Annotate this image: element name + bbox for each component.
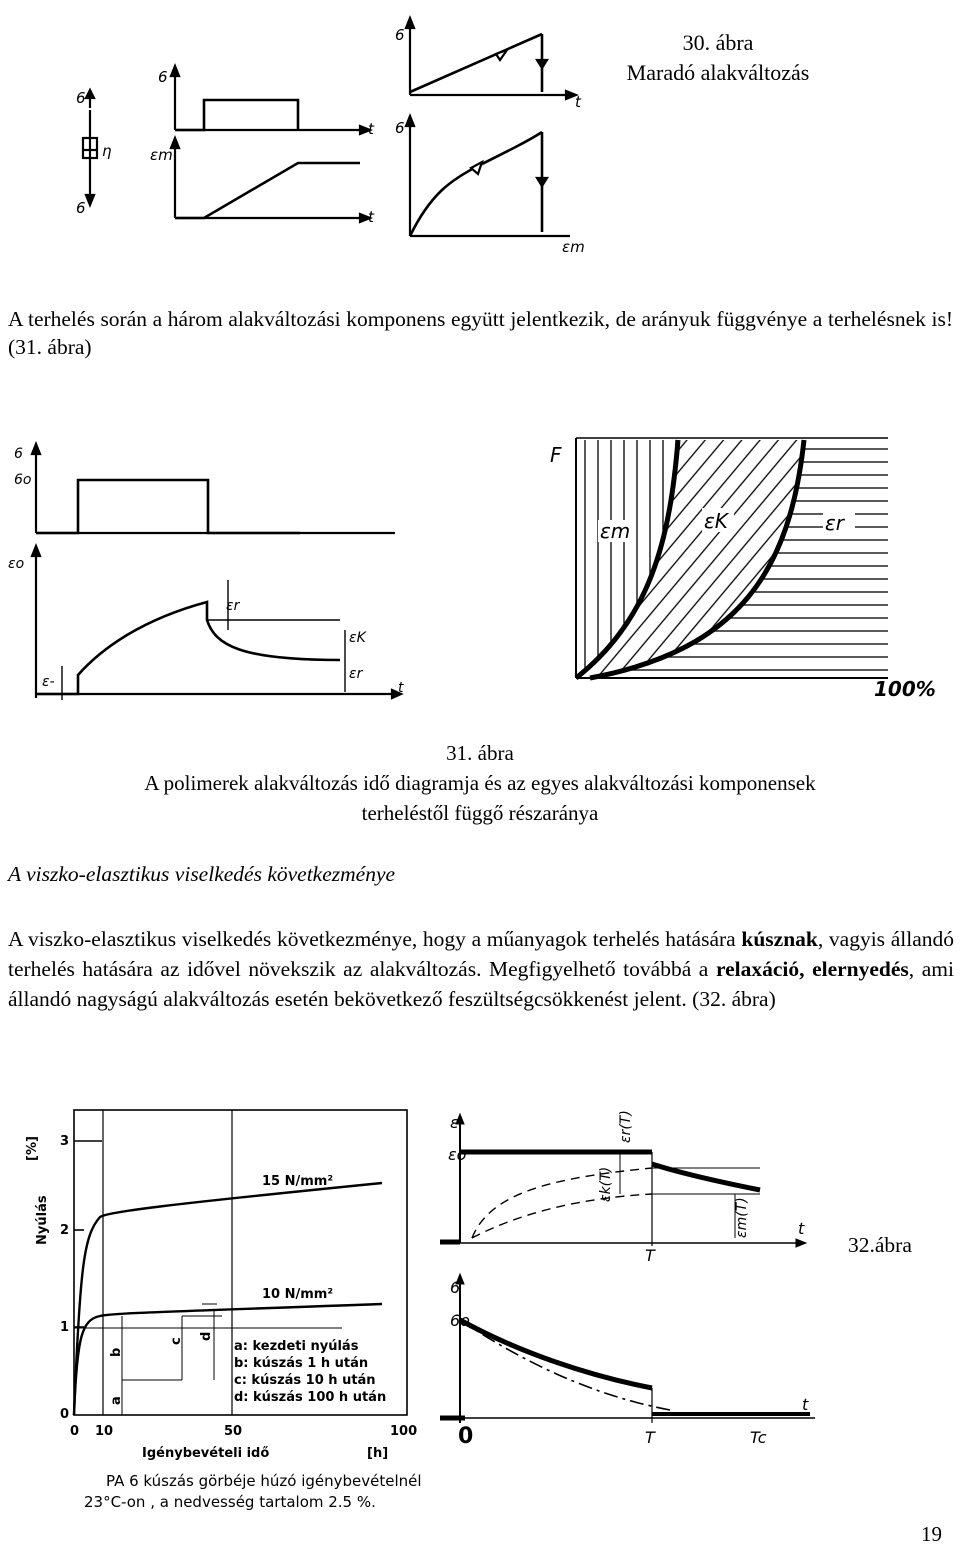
paragraph-2-part3: , ami állandó nagyságú alakváltozás esetén bekövetkező feszültségcsökkenést jelent. (32. ábra) xyxy=(8,957,954,1011)
fig32-Tc-label: Tc xyxy=(750,1428,767,1447)
paragraph-2-part1: A viszko-elasztikus viselkedés következménye, hogy a műanyagok terhelés hatására xyxy=(8,927,742,951)
fig32-sigma-label: 6 xyxy=(450,1278,461,1297)
creep-note-2: 23°C-on , a nedvesség tartalom 2.5 %. xyxy=(84,1493,376,1510)
fig31-F-label: F xyxy=(550,443,562,467)
fig31-t-label: t xyxy=(398,680,404,696)
fig31-sigma-label: 6 xyxy=(14,446,23,462)
fig31-percent-label: 100% xyxy=(874,677,936,701)
figure-30-caption xyxy=(568,28,868,88)
fig31-epsr-label-2: εr xyxy=(349,666,363,682)
creep-legend-a: a: kezdeti nyúlás xyxy=(234,1339,359,1354)
fig32-T-label-2: T xyxy=(645,1428,655,1447)
creep-curve-label-10: 10 N/mm² xyxy=(262,1287,334,1302)
creep-legend-b: b: kúszás 1 h után xyxy=(234,1356,369,1371)
fig30-t-label-1: t xyxy=(368,120,374,138)
fig30-sigma-label-2: 6 xyxy=(76,199,86,217)
creep-ytick-3: 3 xyxy=(60,1134,70,1149)
figure-32-relaxation xyxy=(430,1098,830,1458)
fig31-eps0-label: εo xyxy=(8,556,25,572)
fig32-zero-label: 0 xyxy=(458,1424,474,1449)
fig30-t-label-3: t xyxy=(575,93,581,111)
paragraph-2-bold2: relaxáció, elernyedés xyxy=(715,957,909,981)
creep-curve-label-15: 15 N/mm² xyxy=(262,1174,334,1189)
fig31-epsminus-label: ε- xyxy=(42,674,55,690)
fig30-sigma-label-5: 6 xyxy=(395,119,405,137)
fig32-epsm-label: εm(T) xyxy=(734,1197,750,1238)
paragraph-2 xyxy=(8,924,954,1014)
figure-31-right xyxy=(540,430,940,710)
fig31-epsr-region-label: εr xyxy=(825,511,845,535)
creep-xlabel: Igénybevételi idő xyxy=(142,1446,270,1461)
fig31-epsr-label: εr xyxy=(226,598,240,614)
fig31-sigma0-label: 6o xyxy=(14,472,32,488)
creep-xtick-100: 100 xyxy=(390,1424,418,1439)
fig30-sigma-label-3: 6 xyxy=(158,68,168,86)
fig32-eps-label: ε xyxy=(450,1113,459,1132)
creep-xtick-50: 50 xyxy=(224,1424,243,1439)
creep-xtick-0: 0 xyxy=(70,1424,80,1439)
figure-31-title-line1: A polimerek alakváltozás idő diagramja és az egyes alakváltozási komponensek xyxy=(144,771,816,795)
fig30-epsm-label: εm xyxy=(150,146,173,164)
figure-32-caption: 32.ábra xyxy=(848,1233,912,1257)
fig32-t-label: t xyxy=(798,1219,805,1238)
creep-legend-d: d: kúszás 100 h után xyxy=(234,1390,387,1405)
paragraph-1: A terhelés során a három alakváltozási komponens együtt jelentkezik, de arányuk függvénye a terhelésnek is! (31. ábra) xyxy=(8,307,953,359)
fig32-sigma0-label: 6o xyxy=(450,1311,470,1330)
fig30-eta-label: η xyxy=(102,142,112,160)
subheading: A viszko-elasztikus viselkedés következménye xyxy=(8,862,396,886)
paragraph-2-bold1: kúsznak xyxy=(741,927,818,951)
fig31-epsm-label: εm xyxy=(600,519,631,543)
paragraph-2-part2: , vagyis állandó terhelés hatására az idővel növekszik az alakváltozás. Megfigyelhető továbbá a xyxy=(8,927,954,981)
fig30-epsm-label-2: εm xyxy=(562,238,585,256)
figure-31-left xyxy=(0,430,420,720)
figure-30-title: Maradó alakváltozás xyxy=(626,60,810,85)
creep-dim-a: a xyxy=(109,1396,124,1405)
figure-32-creep-chart xyxy=(22,1105,422,1510)
fig32-t-label-2: t xyxy=(802,1395,809,1414)
fig32-T-label: T xyxy=(645,1246,655,1265)
fig32-epsr-label: εr(T) xyxy=(618,1110,634,1143)
fig30-t-label-2: t xyxy=(368,208,374,226)
figure-30-number: 30. ábra xyxy=(682,30,754,55)
page-number: 19 xyxy=(921,1522,942,1546)
fig31-epsk-label: εK xyxy=(349,630,366,646)
fig32-epsk-label: εk(T) xyxy=(598,1166,614,1202)
fig32-eps0-label: εo xyxy=(448,1145,467,1164)
fig30-sigma-label-4: 6 xyxy=(395,26,405,44)
fig30-sigma-label-1: 6 xyxy=(76,89,86,107)
creep-ytick-0: 0 xyxy=(60,1407,70,1422)
creep-dim-b: b xyxy=(109,1347,124,1357)
creep-ytick-2: 2 xyxy=(60,1223,70,1238)
fig31-epsk-region-label: εK xyxy=(704,509,728,533)
creep-xtick-10: 10 xyxy=(95,1424,114,1439)
creep-note-1: PA 6 kúszás görbéje húzó igénybevételnél xyxy=(106,1472,422,1490)
creep-yunit: [%] xyxy=(25,1136,40,1161)
creep-ylabel: Nyúlás xyxy=(35,1195,50,1245)
creep-xunit: [h] xyxy=(367,1446,389,1461)
creep-legend-c: c: kúszás 10 h után xyxy=(234,1373,376,1388)
figure-31-number: 31. ábra xyxy=(446,741,514,765)
figure-30 xyxy=(70,0,630,260)
figure-31-title-line2: terheléstől függő részaránya xyxy=(361,801,599,825)
creep-ytick-1: 1 xyxy=(60,1320,70,1335)
creep-dim-c: c xyxy=(169,1337,184,1345)
creep-dim-d: d xyxy=(199,1331,214,1341)
figure-31-caption xyxy=(0,738,960,828)
